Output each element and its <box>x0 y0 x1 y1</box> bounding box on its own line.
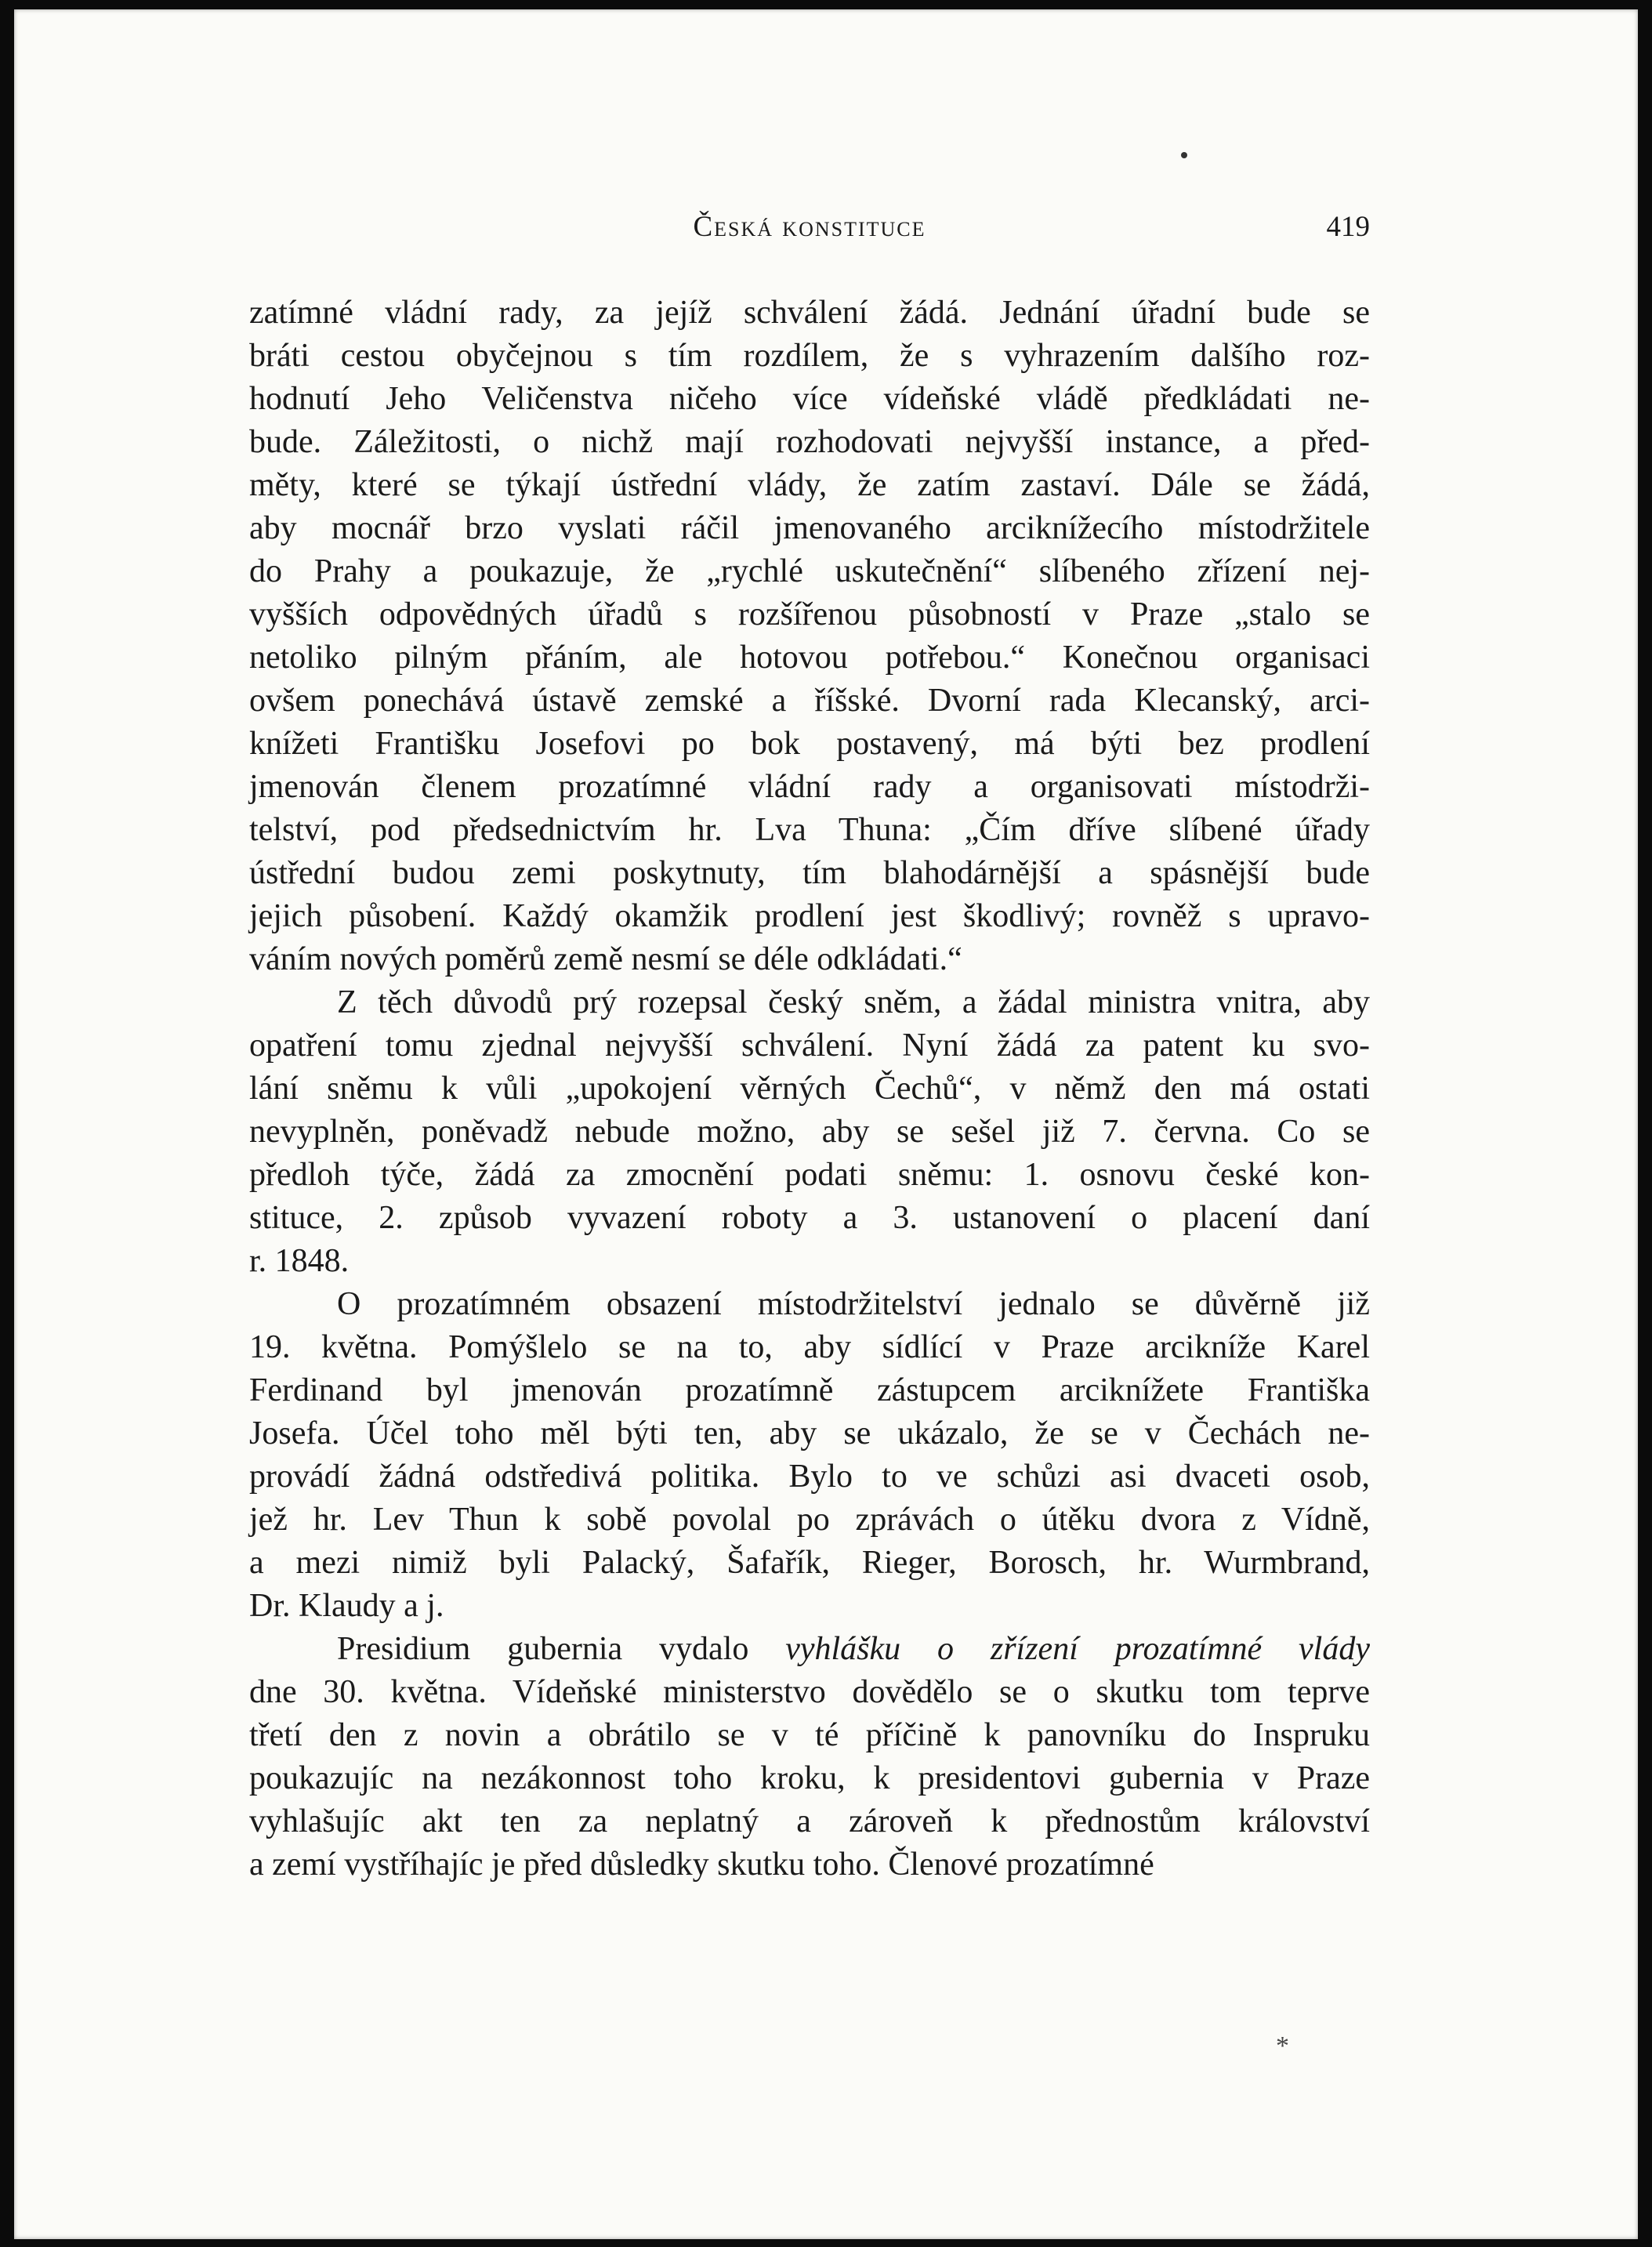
running-head <box>249 210 1370 249</box>
text-line: předloh týče, žádá za zmocnění podati sněmu: 1. osnovu české kon- <box>249 1157 1370 1193</box>
text-line: provádí žádná odstředivá politika. Bylo to ve schůzi asi dvaceti osob, <box>249 1459 1370 1495</box>
text-line: do Prahy a poukazuje, že „rychlé uskutečnění“ slíbeného zřízení nej- <box>249 553 1370 589</box>
text-line: stituce, 2. způsob vyvazení roboty a 3. ustanovení o placení daní <box>249 1200 1370 1236</box>
text-line: nevyplněn, poněvadž nebude možno, aby se sešel již 7. června. Co se <box>249 1114 1370 1150</box>
text-line: netoliko pilným přáním, ale hotovou potřebou.“ Konečnou organisaci <box>249 640 1370 676</box>
text-line: r. 1848. <box>249 1243 350 1279</box>
text-body <box>249 292 1370 1886</box>
paragraph <box>249 292 1370 981</box>
book-page <box>14 9 1638 2239</box>
text-line: jejich působení. Každý okamžik prodlení jest škodlivý; rovněž s upravo- <box>249 898 1370 934</box>
text-line: Ferdinand byl jmenován prozatímně zástupcem arciknížete Františka <box>249 1372 1370 1408</box>
page-number: 419 <box>1326 211 1370 243</box>
text-line: telství, pod předsednictvím hr. Lva Thuna: „Čím dříve slíbené úřady <box>249 812 1370 848</box>
text-line: poukazujíc na nezákonnost toho kroku, k presidentovi gubernia v Praze <box>249 1760 1370 1796</box>
text-line: Josefa. Účel toho měl býti ten, aby se ukázalo, že se v Čechách ne- <box>249 1415 1370 1451</box>
text-line: 19. května. Pomýšlelo se na to, aby sídlící v Praze arcikníže Karel <box>249 1329 1370 1365</box>
text-line: Presidium gubernia vydalo vyhlášku o zřízení prozatímné vlády <box>337 1631 1370 1667</box>
text-line: vyšších odpovědných úřadů s rozšířenou působností v Praze „stalo se <box>249 596 1370 632</box>
text-line: ovšem ponechává ústavě zemské a říšské. Dvorní rada Klecanský, arci- <box>249 683 1370 719</box>
paragraph <box>249 1283 1370 1628</box>
text-line: lání sněmu k vůli „upokojení věrných Čechů“, v němž den má ostati <box>249 1071 1370 1107</box>
text-line: Z těch důvodů prý rozepsal český sněm, a žádal ministra vnitra, aby <box>337 984 1370 1020</box>
running-title: Česká konstituce <box>693 211 926 243</box>
text-line: O prozatímném obsazení místodržitelství jednalo se důvěrně již <box>337 1286 1370 1322</box>
signature-mark: * <box>1276 2031 1289 2060</box>
text-line: a mezi nimiž byli Palacký, Šafařík, Rieger, Borosch, hr. Wurmbrand, <box>249 1545 1370 1581</box>
text-line: a zemí vystříhajíc je před důsledky skutku toho. Členové prozatímné <box>249 1847 1154 1883</box>
text-line: měty, které se týkají ústřední vlády, že zatím zastaví. Dále se žádá, <box>249 467 1370 503</box>
text-line: Dr. Klaudy a j. <box>249 1588 444 1624</box>
text-line: bude. Záležitosti, o nichž mají rozhodovati nejvyšší instance, a před- <box>249 424 1370 460</box>
text-line: ústřední budou zemi poskytnuty, tím blahodárnější a spásnější bude <box>249 855 1370 891</box>
text-line: jež hr. Lev Thun k sobě povolal po zprávách o útěku dvora z Vídně, <box>249 1502 1370 1538</box>
paragraph <box>249 1628 1370 1886</box>
ink-dot <box>1181 152 1187 158</box>
text-line: hodnutí Jeho Veličenstva ničeho více vídeňské vládě předkládati ne- <box>249 381 1370 417</box>
text-line: bráti cestou obyčejnou s tím rozdílem, že s vyhrazením dalšího roz- <box>249 338 1370 374</box>
text-line: třetí den z novin a obrátilo se v té příčině k panovníku do Inspruku <box>249 1717 1370 1753</box>
text-line: jmenován členem prozatímné vládní rady a organisovati místodrži- <box>249 769 1370 805</box>
text-line: váním nových poměrů země nesmí se déle odkládati.“ <box>249 941 962 977</box>
text-line: vyhlašujíc akt ten za neplatný a zároveň k přednostům království <box>249 1803 1370 1839</box>
text-line: aby mocnář brzo vyslati ráčil jmenovaného arciknížecího místodržitele <box>249 510 1370 546</box>
italic-phrase: vyhlášku o zřízení prozatímné vlády <box>785 1631 1370 1667</box>
text-line: dne 30. května. Vídeňské ministerstvo dovědělo se o skutku tom teprve <box>249 1674 1370 1710</box>
paragraph <box>249 981 1370 1283</box>
text-line: opatření tomu zjednal nejvyšší schválení. Nyní žádá za patent ku svo- <box>249 1027 1370 1064</box>
text-line: knížeti Františku Josefovi po bok postavený, má býti bez prodlení <box>249 726 1370 762</box>
text-line: zatímné vládní rady, za jejíž schválení žádá. Jednání úřadní bude se <box>249 295 1370 331</box>
